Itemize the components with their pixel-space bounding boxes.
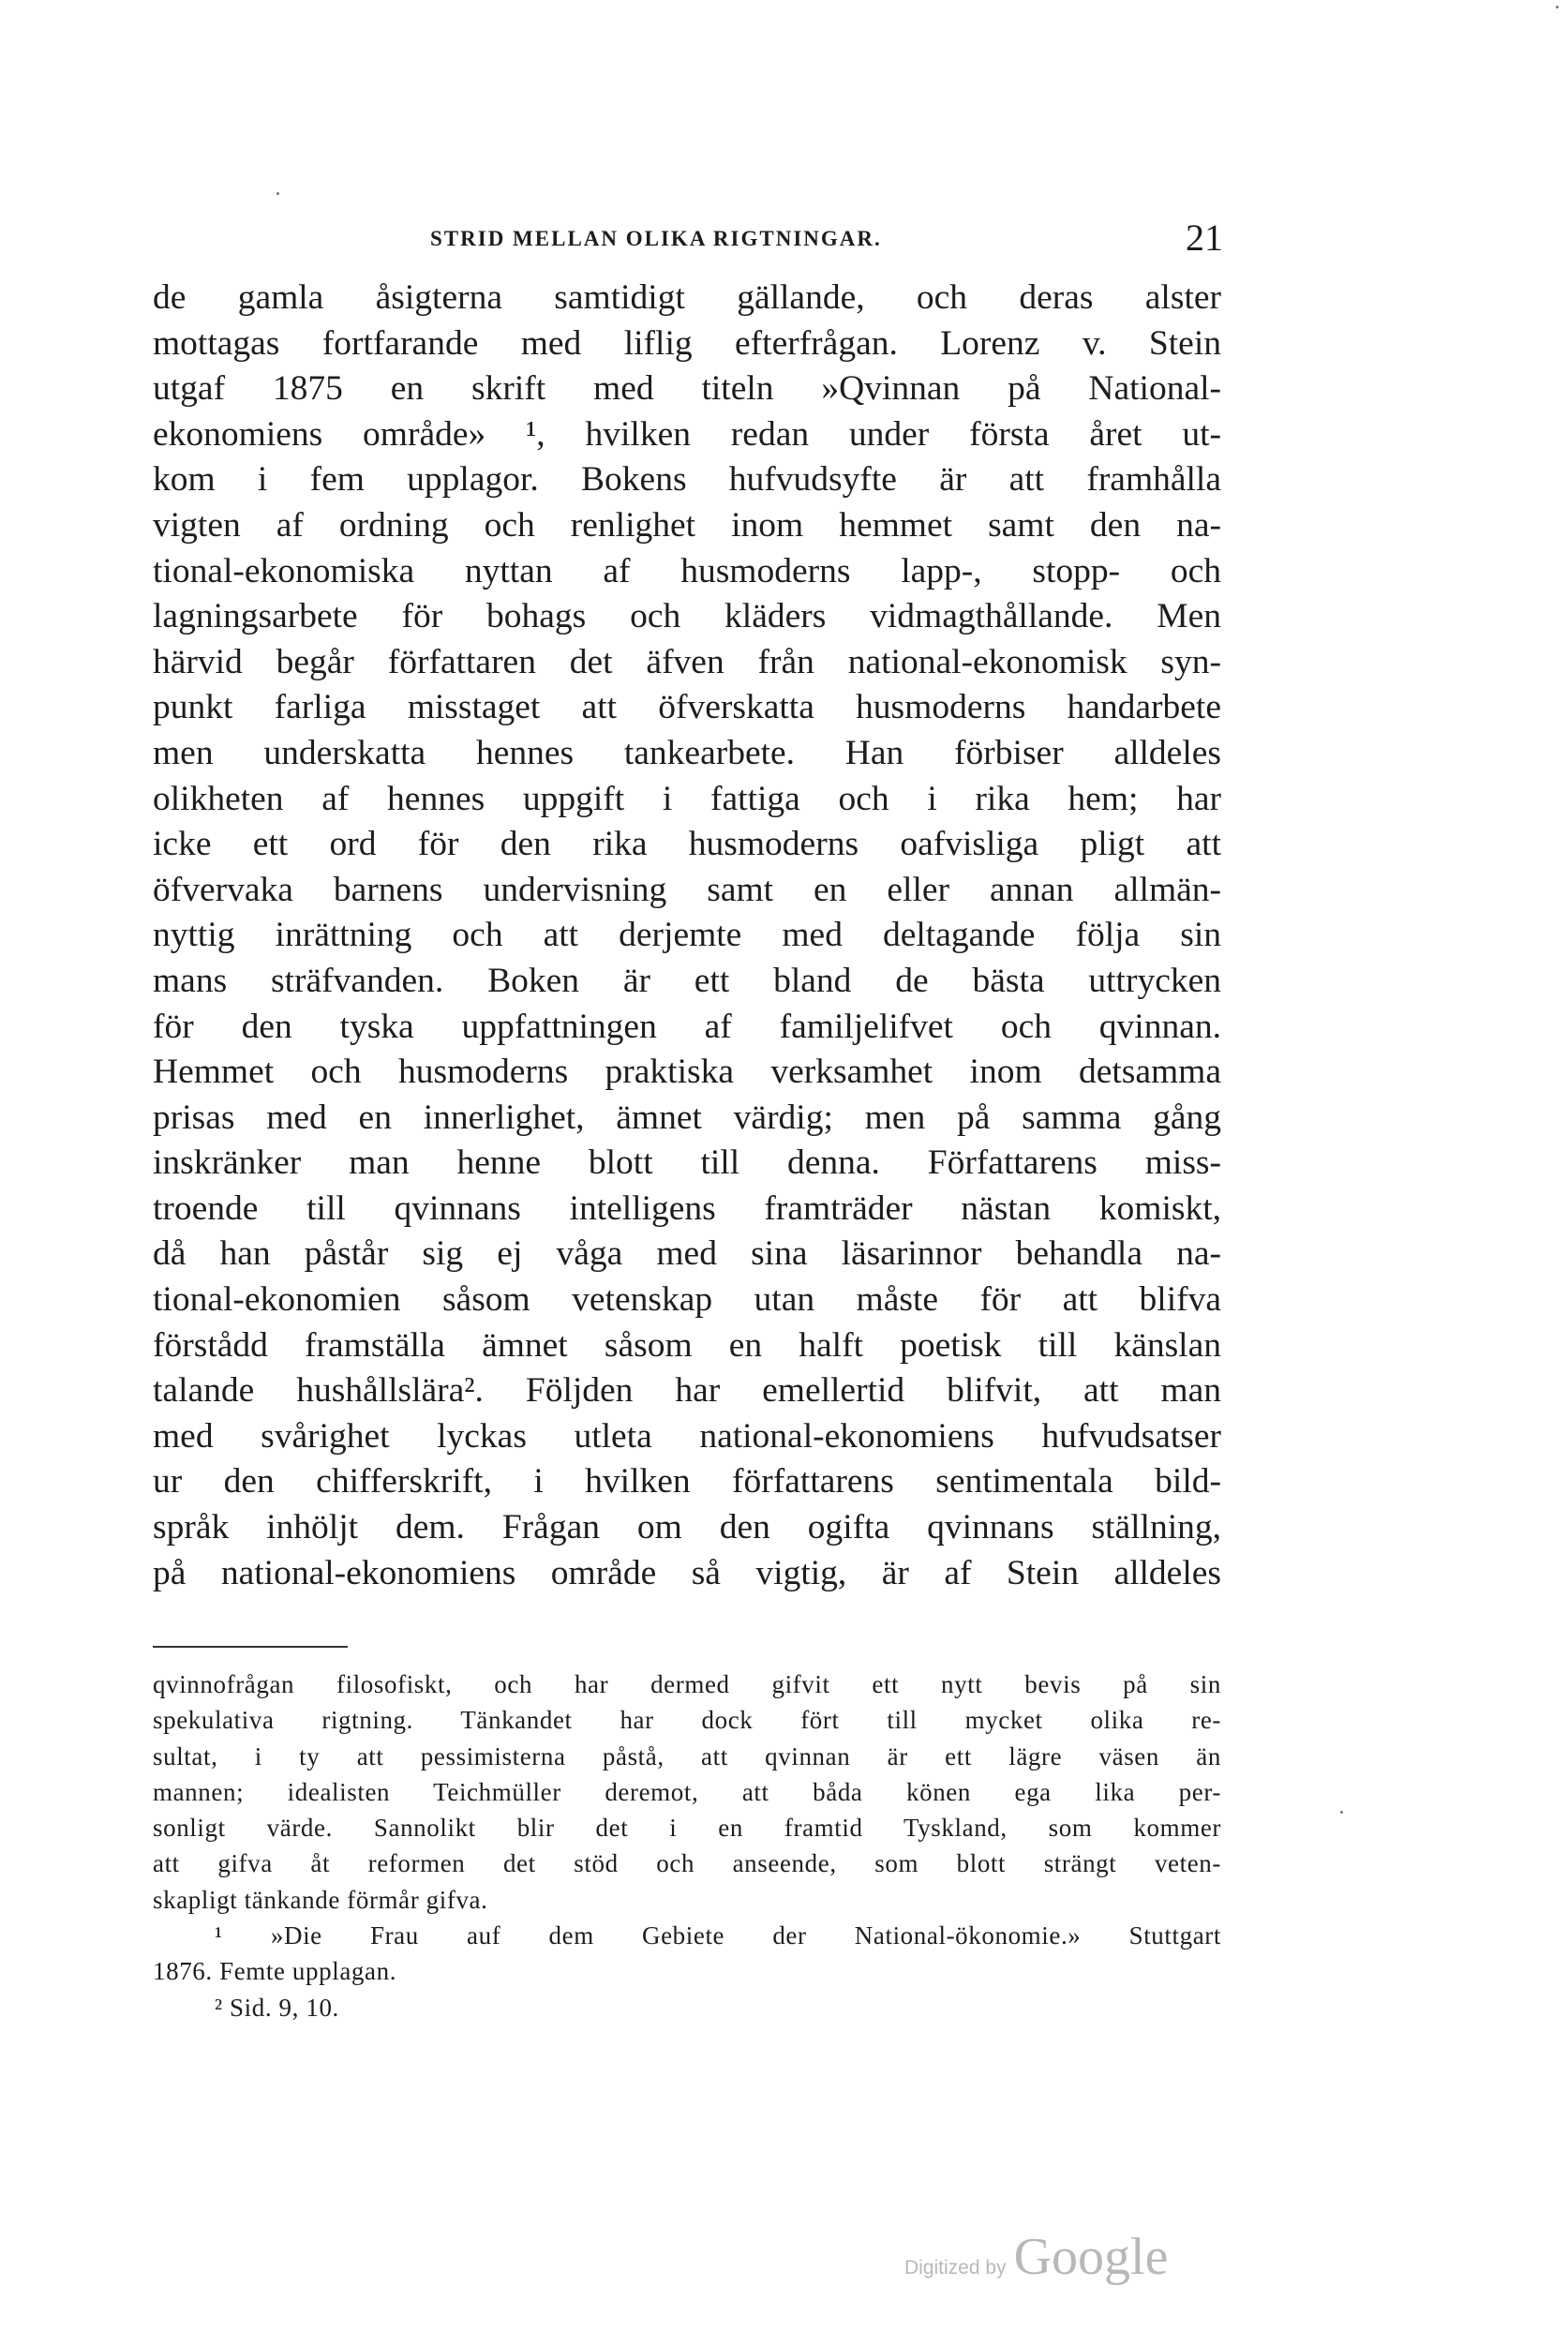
body-line: prisas med en innerlighet, ämnet värdig; men på samma gång: [153, 1098, 1221, 1137]
body-line: nyttig inrättning och att derjemte med deltagande följa sin: [153, 916, 1221, 955]
body-line: öfvervaka barnens undervisning samt en eller annan allmän-: [153, 870, 1221, 909]
scan-speck: [1556, 6, 1559, 8]
scan-speck: [276, 192, 279, 195]
body-line: för den tyska uppfattningen af familjelifvet och qvinnan.: [153, 1007, 1221, 1046]
body-line: talande hushållslära². Följden har emellertid blifvit, att man: [153, 1371, 1221, 1411]
footnote-line: 1876. Femte upplagan.: [153, 1957, 397, 1986]
body-line: olikheten af hennes uppgift i fattiga och i rika hem; har: [153, 779, 1221, 818]
footnotes: [153, 1666, 1221, 2025]
body-line: lagningsarbete för bohags och kläders vidmagthållande. Men: [153, 597, 1221, 636]
body-line: på national-ekonomiens område så vigtig, är af Stein alldeles: [153, 1553, 1221, 1592]
body-line: ur den chifferskrift, i hvilken författarens sentimentala bild-: [153, 1462, 1221, 1502]
google-watermark: [904, 2227, 1168, 2293]
footnote-line: skapligt tänkande förmår gifva.: [153, 1885, 488, 1914]
body-line: mottagas fortfarande med liflig efterfrågan. Lorenz v. Stein: [153, 323, 1221, 363]
scan-speck: [1340, 1811, 1343, 1814]
footnote-line: att gifva åt reformen det stöd och anseende, som blott strängt veten-: [153, 1849, 1221, 1878]
footnote-line: spekulativa rigtning. Tänkandet har dock fört till mycket olika re-: [153, 1706, 1221, 1735]
body-text: [153, 276, 1221, 1596]
body-line: med svårighet lyckas utleta national-ekonomiens hufvudsatser: [153, 1416, 1221, 1456]
body-line: Hemmet och husmoderns praktiska verksamhet inom detsamma: [153, 1053, 1221, 1092]
footnote-1: ¹ »Die Frau auf dem Gebiete der National-ökonomie.» Stuttgart: [215, 1921, 1221, 1950]
body-line: då han påstår sig ej våga med sina läsarinnor behandla na-: [153, 1234, 1221, 1274]
body-line: ekonomiens område» ¹, hvilken redan under första året ut-: [153, 414, 1221, 454]
body-line: utgaf 1875 en skrift med titeln »Qvinnan på National-: [153, 369, 1221, 409]
body-line: kom i fem upplagor. Bokens hufvudsyfte är att framhålla: [153, 460, 1221, 500]
page-number: 21: [1186, 217, 1223, 259]
body-line: inskränker man henne blott till denna. Författarens miss-: [153, 1143, 1221, 1183]
body-line: troende till qvinnans intelligens framträder nästan komiskt,: [153, 1188, 1221, 1228]
footnote-line: mannen; idealisten Teichmüller deremot, att båda könen ega lika per-: [153, 1777, 1221, 1806]
watermark-prefix: Digitized by: [904, 2257, 1007, 2279]
body-line: de gamla åsigterna samtidigt gällande, och deras alster: [153, 278, 1221, 317]
body-line: förstådd framställa ämnet såsom en halft poetisk till känslan: [153, 1325, 1221, 1365]
body-line: härvid begår författaren det äfven från national-ekonomisk syn-: [153, 642, 1221, 681]
footnote-2: ² Sid. 9, 10.: [215, 1993, 339, 2022]
body-line: mans sträfvanden. Boken är ett bland de bästa uttrycken: [153, 961, 1221, 1000]
body-line: icke ett ord för den rika husmoderns oafvisliga pligt att: [153, 825, 1221, 864]
footnote-line: qvinnofrågan filosofiskt, och har dermed gifvit ett nytt bevis på sin: [153, 1670, 1221, 1698]
body-line: tional-ekonomiska nyttan af husmoderns lapp-, stopp- och: [153, 551, 1221, 590]
body-line: punkt farliga misstaget att öfverskatta husmoderns handarbete: [153, 688, 1221, 727]
body-line: vigten af ordning och renlighet inom hemmet samt den na-: [153, 505, 1221, 545]
body-line: språk inhöljt dem. Frågan om den ogifta qvinnans ställning,: [153, 1508, 1221, 1547]
footnote-line: sonligt värde. Sannolikt blir det i en framtid Tyskland, som kommer: [153, 1814, 1221, 1843]
footnote-line: sultat, i ty att pessimisterna påstå, att qvinnan är ett lägre väsen än: [153, 1741, 1221, 1771]
google-logo: Google: [1013, 2228, 1169, 2286]
footnote-divider: [153, 1646, 348, 1648]
running-head: STRID MELLAN OLIKA RIGTNINGAR.: [430, 227, 882, 250]
body-line: tional-ekonomien såsom vetenskap utan måste för att blifva: [153, 1280, 1221, 1320]
page-header: [153, 216, 1223, 272]
body-line: men underskatta hennes tankearbete. Han förbiser alldeles: [153, 733, 1221, 772]
